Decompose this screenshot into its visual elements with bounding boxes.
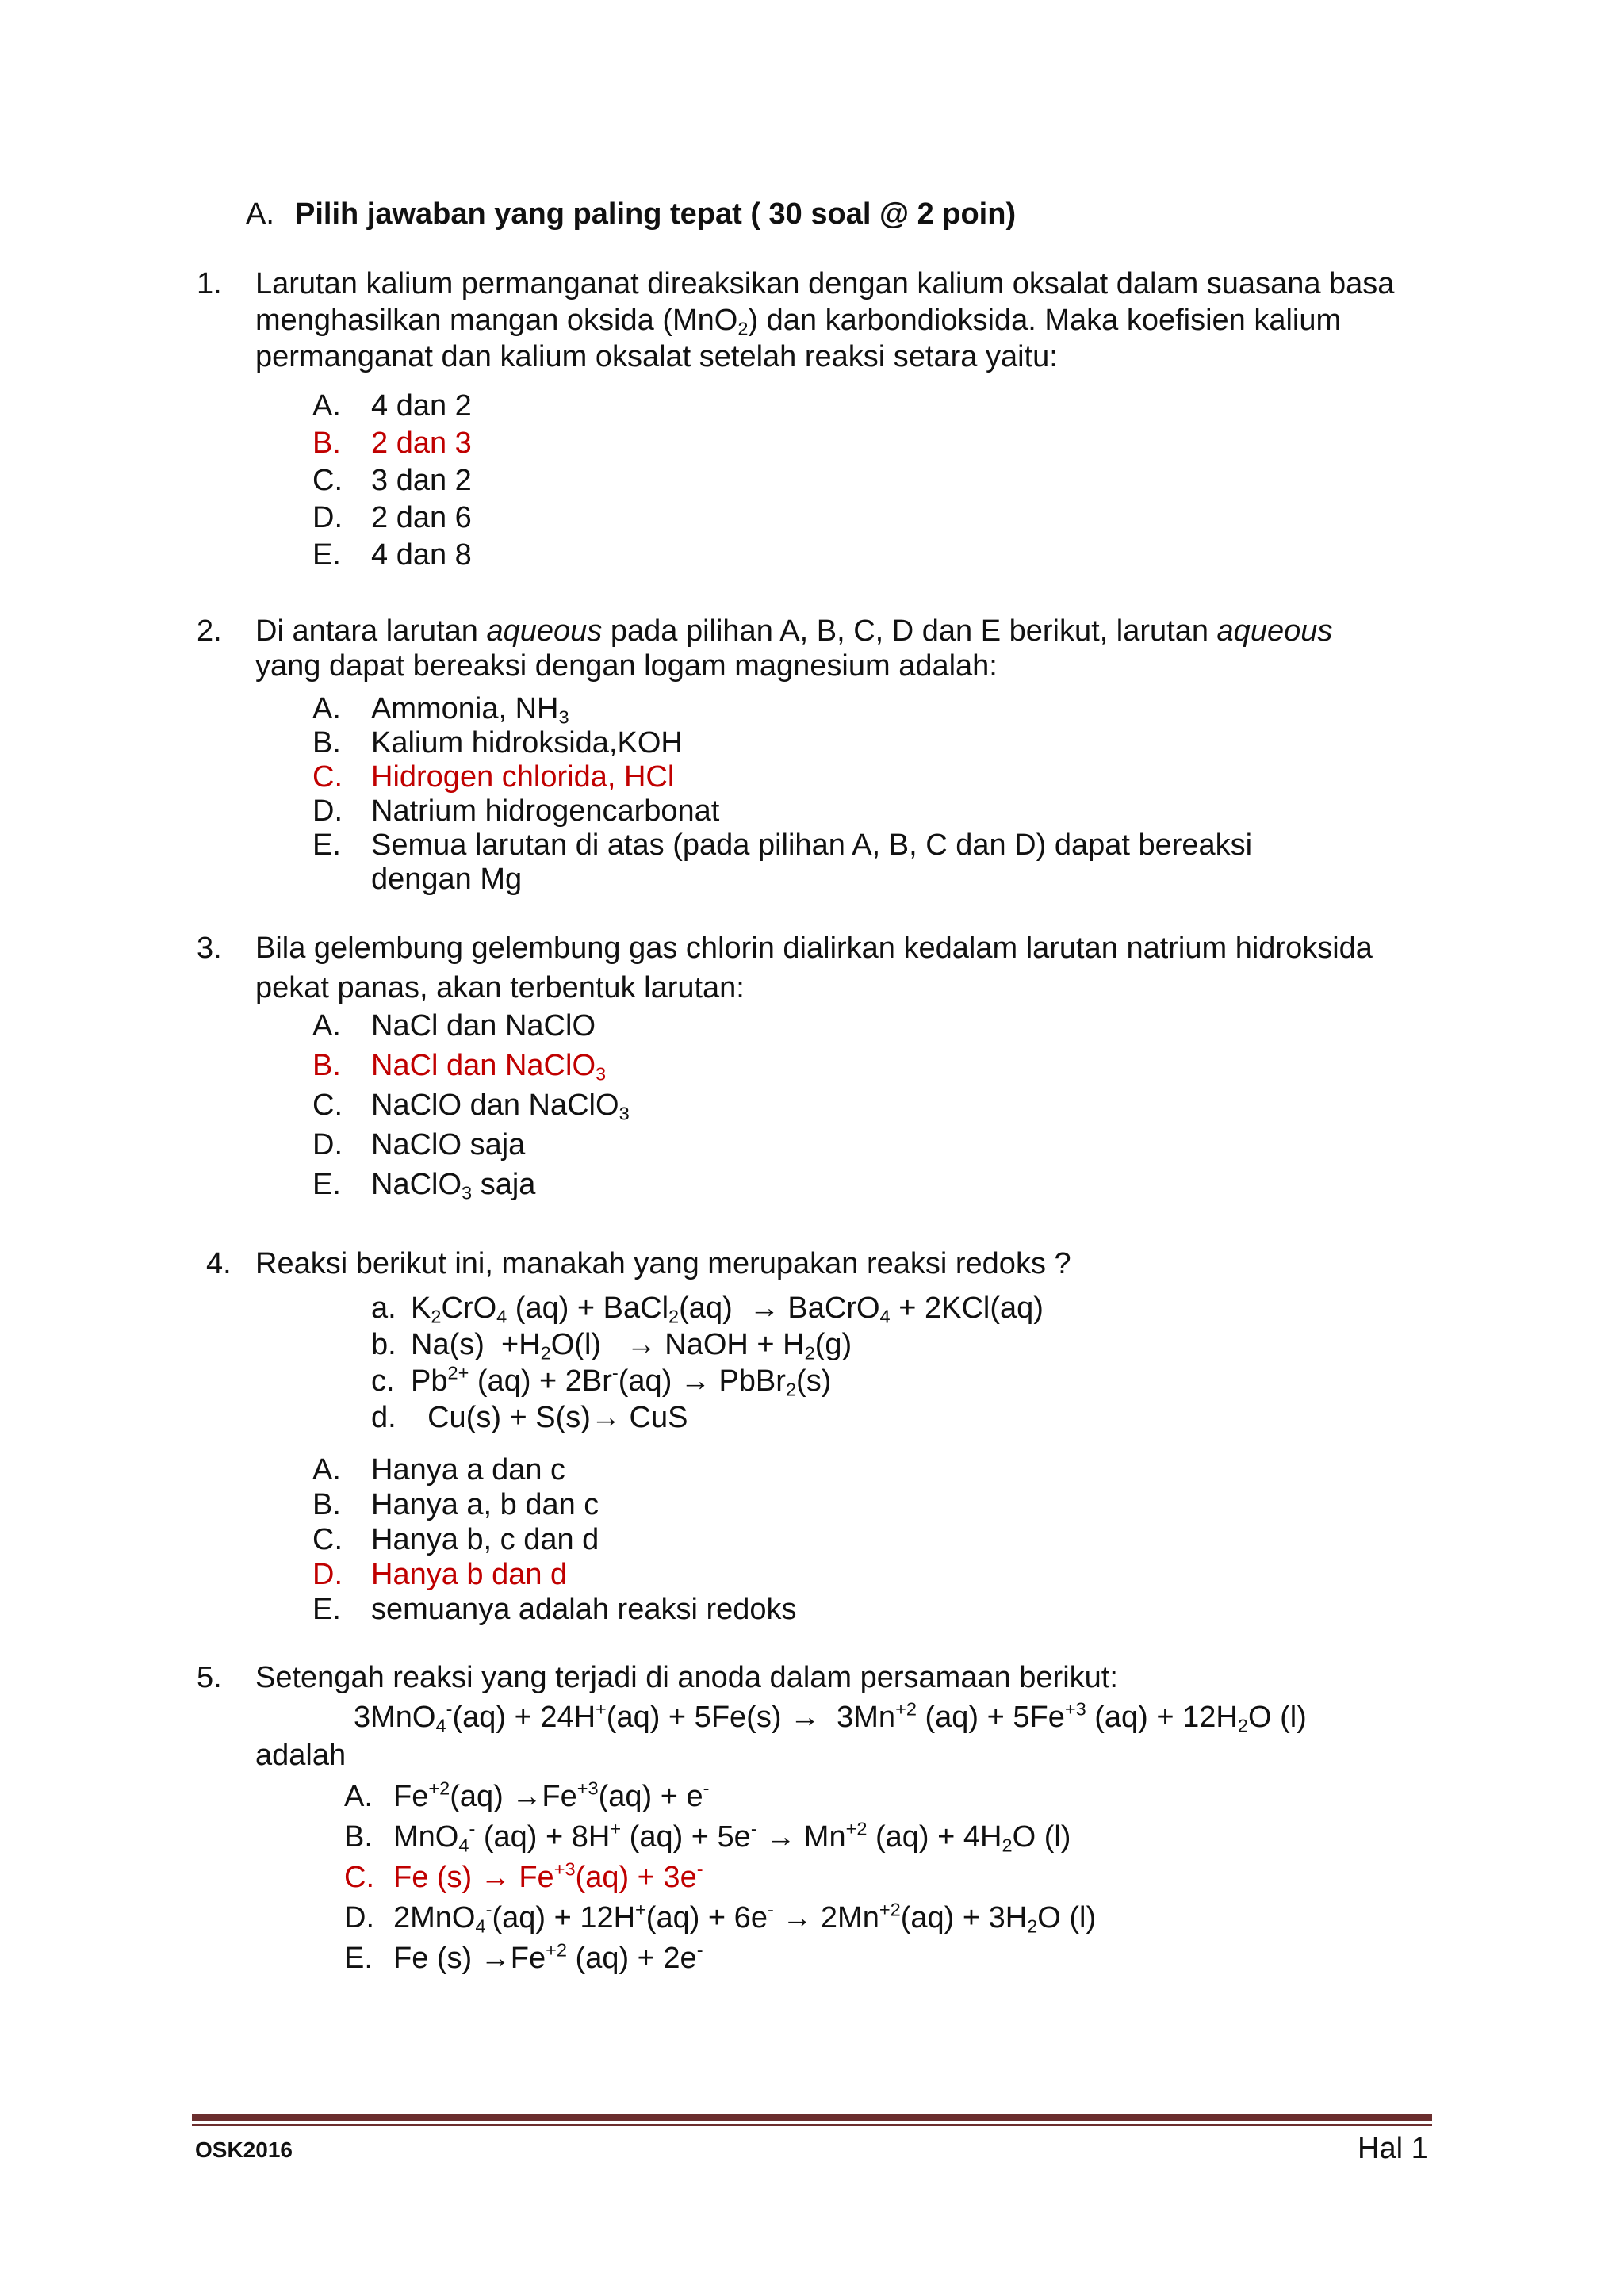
option-b-correct <box>312 1048 606 1083</box>
option-letter: E. <box>312 1168 341 1201</box>
question-stem <box>255 614 1413 685</box>
option-text: 2 dan 3 <box>371 427 472 460</box>
option-letter: D. <box>312 1558 343 1591</box>
option-b: B. MnO$_4$- (aq) + 8H+ $(aq) + 5e^- \to Mn^{+2}$ $(aq) + 4H_2O$ (l) <box>344 1818 1071 1856</box>
option-letter: D. <box>344 1901 374 1934</box>
stem-text: pada pilihan A, B, C, D dan E berikut, larutan <box>602 614 1217 648</box>
option-e <box>312 538 472 572</box>
question-number: 2. <box>197 614 222 648</box>
option-d <box>312 794 719 828</box>
option-letter: E. <box>344 1942 373 1975</box>
option-letter: A. <box>312 692 341 725</box>
option-letter: A. <box>312 1009 341 1043</box>
option-e-continued <box>312 862 522 897</box>
option-letter: E. <box>312 828 341 862</box>
option-e <box>312 828 1252 863</box>
footer-rule-thick <box>192 2114 1432 2121</box>
option-text: Natrium hidrogencarbonat <box>371 794 720 828</box>
question-stem <box>255 931 1413 1007</box>
reaction-d: d. Cu(s) + S(s)→ CuS <box>371 1400 688 1437</box>
option-a <box>312 691 569 726</box>
stem-text: ) dan karbondioksida. Maka koefisien kalium <box>748 304 1342 337</box>
option-text: Hanya b dan d <box>371 1558 568 1591</box>
footer-exam-code: OSK2016 <box>195 2137 293 2162</box>
overall-equation: $3MnO_4^-(aq) + 24H^+(aq) + 5Fe(s) \to 3Mn^{+2}$ $(aq) + 5Fe^{+3}$ $(aq) + 12H_2O$ (l) <box>354 1698 1307 1736</box>
reaction-b: b. $Na(s) +H_2O(l)$ → NaOH + $H_2(g)$ <box>371 1328 852 1364</box>
subscript: 3 <box>558 706 569 728</box>
option-text: Hidrogen chlorida, HCl <box>371 760 675 794</box>
option-letter: C. <box>312 1523 343 1556</box>
reaction-c: c. $Pb^{2+}$ (aq) + 2Br-(aq) → PbBr$_2$(s) <box>371 1362 832 1400</box>
option-a <box>312 1008 596 1043</box>
reaction-label: b. <box>371 1328 396 1361</box>
option-text: Ammonia, NH <box>371 692 559 725</box>
option-c-correct <box>312 760 674 794</box>
option-letter: D. <box>312 794 343 828</box>
footer-rule-thin <box>192 2124 1432 2126</box>
option-text: NaCl dan NaClO <box>371 1009 596 1043</box>
option-letter: D. <box>312 501 343 534</box>
option-d <box>312 1127 525 1162</box>
stem-line: Bila gelembung gelembung gas chlorin dialirkan kedalam larutan natrium hidroksida <box>255 932 1373 965</box>
option-d <box>312 500 472 535</box>
reaction-label: a. <box>371 1292 396 1325</box>
option-a <box>312 388 472 423</box>
option-letter: A. <box>312 1453 341 1487</box>
option-text: saja <box>472 1168 536 1201</box>
stem-line: permanganat dan kalium oksalat setelah reaksi setara yaitu: <box>255 340 1058 373</box>
option-text: 4 dan 8 <box>371 538 472 572</box>
option-text: NaClO <box>371 1168 462 1201</box>
option-text: Semua larutan di atas (pada pilihan A, B, C dan D) dapat bereaksi <box>371 828 1253 862</box>
option-letter: B. <box>312 1488 341 1521</box>
stem-line: Setengah reaksi yang terjadi di anoda dalam persamaan berikut: <box>255 1661 1118 1694</box>
option-letter: C. <box>312 1089 343 1122</box>
reaction-label: c. <box>371 1364 395 1398</box>
option-letter: A. <box>344 1780 373 1813</box>
option-e <box>312 1592 797 1627</box>
stem-line: Larutan kalium permanganat direaksikan dengan kalium oksalat dalam suasana basa <box>255 267 1395 300</box>
option-b <box>312 725 683 760</box>
option-letter: E. <box>312 538 341 572</box>
question-stem <box>255 1660 1413 1697</box>
footer-page-number: Hal 1 <box>1358 2132 1428 2165</box>
question-stem <box>255 1246 1413 1283</box>
option-letter: B. <box>312 726 341 760</box>
question-number: 3. <box>197 932 222 965</box>
option-c <box>312 1522 599 1557</box>
stem-line: adalah <box>255 1739 347 1772</box>
question-stem <box>255 1738 1413 1774</box>
question-stem <box>255 266 1413 376</box>
option-a: A. $Fe^{+2}(aq) \to Fe^{+3}(aq) + e^-$ <box>344 1779 709 1814</box>
option-b <box>312 1487 599 1522</box>
option-a <box>312 1452 565 1487</box>
option-letter: B. <box>312 1049 341 1082</box>
option-c-correct: C. Fe $(s) \to Fe^{+3}(aq) + 3e^-$ <box>344 1860 703 1895</box>
option-text: Hanya a dan c <box>371 1453 566 1487</box>
option-letter: D. <box>312 1128 343 1161</box>
option-letter: E. <box>312 1593 341 1626</box>
option-e <box>312 1167 535 1202</box>
subscript: 3 <box>596 1063 607 1085</box>
option-e: E. Fe $(s) \to Fe^{+2}$ (aq) + 2e- <box>344 1941 703 1976</box>
option-text: Hanya a, b dan c <box>371 1488 599 1521</box>
option-text: Kalium hidroksida,KOH <box>371 726 683 760</box>
option-text: NaCl dan NaClO <box>371 1049 596 1082</box>
subscript: 2 <box>737 318 749 339</box>
option-text: dengan Mg <box>371 863 523 896</box>
option-text: NaClO dan NaClO <box>371 1089 619 1122</box>
option-text: 4 dan 2 <box>371 389 472 423</box>
reaction-label: d. <box>371 1401 396 1434</box>
stem-line: pekat panas, akan terbentuk larutan: <box>255 971 745 1004</box>
stem-line: Reaksi berikut ini, manakah yang merupakan reaksi redoks ? <box>255 1247 1071 1280</box>
stem-italic: aqueous <box>486 614 603 648</box>
option-letter: C. <box>312 760 343 794</box>
option-text: semuanya adalah reaksi redoks <box>371 1593 797 1626</box>
stem-italic: aqueous <box>1216 614 1333 648</box>
option-text: NaClO saja <box>371 1128 526 1161</box>
stem-text: Di antara larutan <box>255 614 487 648</box>
subscript: 3 <box>462 1182 473 1203</box>
section-heading <box>246 197 1016 233</box>
option-b-correct <box>312 426 472 461</box>
option-d: D. $2MnO_4^-(aq) + 12H^+(aq) + 6e^- \to 2Mn^{+2}(aq) + 3H_2O$ (l) <box>344 1899 1097 1937</box>
subscript: 3 <box>619 1103 630 1124</box>
option-letter: C. <box>312 464 343 497</box>
question-number: 1. <box>197 267 222 300</box>
question-number: 4. <box>206 1247 232 1280</box>
section-title: Pilih jawaban yang paling tepat ( 30 soal @ 2 poin) <box>295 197 1017 231</box>
question-number: 5. <box>197 1661 222 1694</box>
stem-text: menghasilkan mangan oksida (MnO <box>255 304 738 337</box>
option-c <box>312 463 472 498</box>
option-c <box>312 1088 630 1123</box>
option-letter: C. <box>344 1861 374 1894</box>
option-text: Hanya b, c dan d <box>371 1523 599 1556</box>
section-letter: A. <box>246 197 274 231</box>
reaction-a: a. $K_2CrO_4$ (aq) + BaCl$_2$(aq) → BaCrO$_4$ + 2KCl(aq) <box>371 1292 1044 1327</box>
option-letter: A. <box>312 389 341 423</box>
stem-line <box>255 303 1413 339</box>
option-text: 3 dan 2 <box>371 464 472 497</box>
stem-line <box>255 614 1413 649</box>
option-letter: B. <box>312 427 341 460</box>
option-letter: B. <box>344 1820 373 1854</box>
stem-line: yang dapat bereaksi dengan logam magnesium adalah: <box>255 649 998 683</box>
option-d-correct <box>312 1557 567 1592</box>
option-text: 2 dan 6 <box>371 501 472 534</box>
